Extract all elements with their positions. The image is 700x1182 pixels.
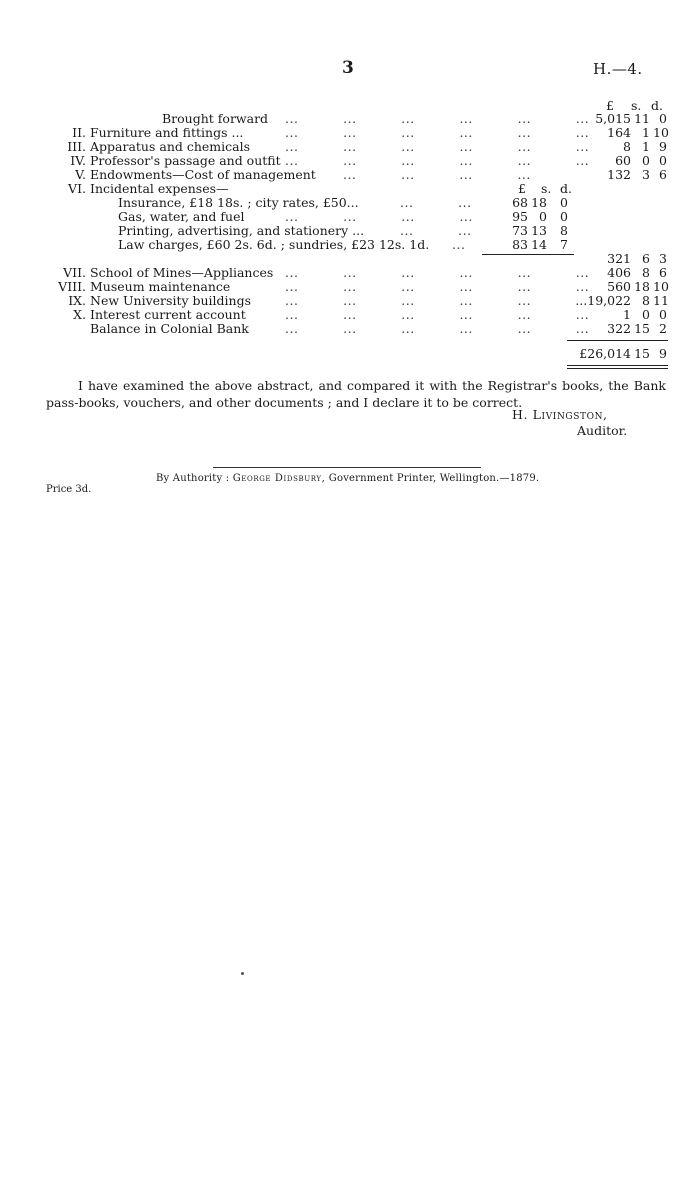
row-shillings: 8 bbox=[642, 293, 650, 308]
row-shillings: 15 bbox=[634, 346, 650, 361]
audit-certificate: I have examined the above abstract, and compared it with the Registrar's books, the Bank pass-books, vouchers, and other documents ; and I declare it to be correct. bbox=[46, 378, 666, 410]
sub-row-pence: 0 bbox=[560, 209, 568, 224]
sub-row-pence: 8 bbox=[560, 223, 568, 238]
row-pounds: 5,015 bbox=[595, 111, 631, 126]
auditor-name-text: H. Livingston, bbox=[512, 407, 608, 422]
row-pounds: 132 bbox=[607, 167, 631, 182]
sub-row-pence: 7 bbox=[560, 237, 568, 252]
dot-leaders: ... ... ... ... ... bbox=[285, 293, 532, 308]
sub-row-label: Printing, advertising, and stationery ... bbox=[118, 223, 365, 238]
sub-row-pounds: 95 bbox=[512, 209, 528, 224]
ledger-row-brought-forward bbox=[0, 112, 700, 126]
row-pounds: 8 bbox=[623, 139, 631, 154]
pence-column-heading: d. bbox=[651, 98, 663, 113]
row-pence: 9 bbox=[659, 139, 667, 154]
row-shillings: 1 bbox=[642, 139, 650, 154]
row-numeral: VIII. bbox=[58, 279, 86, 294]
row-shillings: 0 bbox=[642, 307, 650, 322]
auditor-name bbox=[512, 407, 608, 422]
row-pounds: 560 bbox=[607, 279, 631, 294]
authority-prefix: By Authority : bbox=[156, 473, 230, 484]
page-number: 3 bbox=[342, 58, 354, 78]
row-shillings: 0 bbox=[642, 153, 650, 168]
row-pence: 6 bbox=[659, 265, 667, 280]
ledger-row-interest bbox=[0, 308, 700, 322]
sub-row-shillings: 13 bbox=[531, 223, 547, 238]
row-label: School of Mines—Appliances bbox=[90, 265, 274, 280]
authority-rule bbox=[213, 467, 481, 468]
row-label: Apparatus and chemicals bbox=[90, 139, 251, 154]
dot-leaders: ... ... ... ... ... ... bbox=[285, 265, 590, 280]
sub-row-printing bbox=[0, 224, 700, 238]
row-pounds: 321 bbox=[607, 251, 631, 266]
row-numeral: VII. bbox=[63, 265, 86, 280]
row-pounds: 322 bbox=[607, 321, 631, 336]
row-pounds: 60 bbox=[615, 153, 631, 168]
print-speck bbox=[241, 972, 244, 975]
auditor-title: Auditor. bbox=[577, 423, 628, 438]
row-label: Interest current account bbox=[90, 307, 246, 322]
authority-suffix: Government Printer, Wellington.—1879. bbox=[328, 473, 540, 484]
sub-row-insurance bbox=[0, 196, 700, 210]
ledger-row-endowments bbox=[0, 168, 700, 182]
row-label: Professor's passage and outfit bbox=[90, 153, 281, 168]
ledger-row-incidental-total bbox=[0, 252, 700, 266]
sub-row-pence: 0 bbox=[560, 195, 568, 210]
row-numeral: V. bbox=[75, 167, 86, 182]
document-reference: H.—4. bbox=[593, 60, 643, 78]
ledger-row-furniture bbox=[0, 126, 700, 140]
dot-leaders: ... ... bbox=[400, 223, 472, 238]
ledger-row-buildings bbox=[0, 294, 700, 308]
sub-shillings-heading: s. bbox=[541, 181, 552, 196]
sub-row-pounds: 83 bbox=[512, 237, 528, 252]
row-label: New University buildings bbox=[90, 293, 252, 308]
accounts-ledger bbox=[0, 0, 700, 380]
sub-row-shillings: 0 bbox=[539, 209, 547, 224]
row-label: Museum maintenance bbox=[90, 279, 231, 294]
row-pence: 11 bbox=[653, 293, 669, 308]
dot-leaders: ... ... ... ... ... ... bbox=[285, 321, 590, 336]
row-numeral: X. bbox=[73, 307, 86, 322]
pounds-column-heading: £ bbox=[606, 98, 614, 113]
total-rule-top bbox=[567, 340, 668, 341]
dot-leaders: ... ... bbox=[400, 195, 472, 210]
row-pence: 0 bbox=[659, 307, 667, 322]
printer-authority bbox=[156, 473, 539, 484]
row-shillings: 18 bbox=[634, 279, 650, 294]
row-pounds: ...19,022 bbox=[575, 293, 631, 308]
dot-leaders: ... ... ... ... ... ... bbox=[285, 307, 590, 322]
sub-row-gas bbox=[0, 210, 700, 224]
dot-leaders: ... ... ... ... ... ... bbox=[285, 279, 590, 294]
row-pence: 9 bbox=[659, 346, 667, 361]
sub-row-shillings: 18 bbox=[531, 195, 547, 210]
row-label: Furniture and fittings ... bbox=[90, 125, 244, 140]
shillings-column-heading: s. bbox=[631, 98, 642, 113]
row-numeral: III. bbox=[67, 139, 86, 154]
row-shillings: 11 bbox=[634, 111, 650, 126]
row-numeral: IX. bbox=[68, 293, 86, 308]
row-pence: 0 bbox=[659, 111, 667, 126]
ledger-row-professor bbox=[0, 154, 700, 168]
total-rule-bottom-2 bbox=[567, 368, 668, 369]
dot-leaders: ... bbox=[452, 237, 466, 252]
ledger-row-incidental bbox=[0, 182, 700, 196]
ledger-row-balance bbox=[0, 322, 700, 336]
sub-row-pounds: 68 bbox=[512, 195, 528, 210]
row-pounds: 406 bbox=[607, 265, 631, 280]
row-pence: 10 bbox=[653, 125, 669, 140]
row-pence: 2 bbox=[659, 321, 667, 336]
sub-pence-heading: d. bbox=[560, 181, 572, 196]
row-pence: 6 bbox=[659, 167, 667, 182]
row-numeral: II. bbox=[72, 125, 86, 140]
row-label: Brought forward bbox=[162, 111, 269, 126]
row-pence: 10 bbox=[653, 279, 669, 294]
row-shillings: 3 bbox=[642, 167, 650, 182]
sub-row-law bbox=[0, 238, 700, 252]
row-numeral: IV. bbox=[70, 153, 86, 168]
dot-leaders: ... ... ... ... ... ... bbox=[285, 111, 590, 126]
sub-row-label: Gas, water, and fuel bbox=[118, 209, 245, 224]
sub-pounds-heading: £ bbox=[518, 181, 526, 196]
row-shillings: 6 bbox=[642, 251, 650, 266]
row-label: Balance in Colonial Bank bbox=[90, 321, 249, 336]
printer-name: George Didsbury, bbox=[232, 473, 326, 484]
dot-leaders: ... ... ... ... ... ... bbox=[285, 139, 590, 154]
row-shillings: 15 bbox=[634, 321, 650, 336]
dot-leaders: ... ... ... ... ... ... bbox=[285, 153, 590, 168]
row-pence: 3 bbox=[659, 251, 667, 266]
ledger-row-school-of-mines bbox=[0, 266, 700, 280]
dot-leaders: ... ... ... ... bbox=[285, 209, 473, 224]
sub-row-pounds: 73 bbox=[512, 223, 528, 238]
dot-leaders: ... ... ... ... ... ... bbox=[285, 125, 590, 140]
sub-row-label: Law charges, £60 2s. 6d. ; sundries, £23 12s. 1d. bbox=[118, 237, 430, 252]
price: Price 3d. bbox=[46, 484, 92, 495]
row-shillings: 8 bbox=[642, 265, 650, 280]
ledger-row-grand-total bbox=[0, 347, 700, 361]
row-shillings: 1 bbox=[642, 125, 650, 140]
row-pounds: 1 bbox=[623, 307, 631, 322]
row-pence: 0 bbox=[659, 153, 667, 168]
sub-row-shillings: 14 bbox=[531, 237, 547, 252]
row-pounds: 164 bbox=[607, 125, 631, 140]
sub-row-label: Insurance, £18 18s. ; city rates, £50... bbox=[118, 195, 359, 210]
row-label: Endowments—Cost of management bbox=[90, 167, 316, 182]
row-label: Incidental expenses— bbox=[90, 181, 229, 196]
dot-leaders: ... ... ... ... bbox=[343, 167, 531, 182]
ledger-row-apparatus bbox=[0, 140, 700, 154]
row-pounds: £26,014 bbox=[579, 346, 631, 361]
row-numeral: VI. bbox=[68, 181, 86, 196]
total-rule-bottom-1 bbox=[567, 365, 668, 366]
ledger-row-museum bbox=[0, 280, 700, 294]
